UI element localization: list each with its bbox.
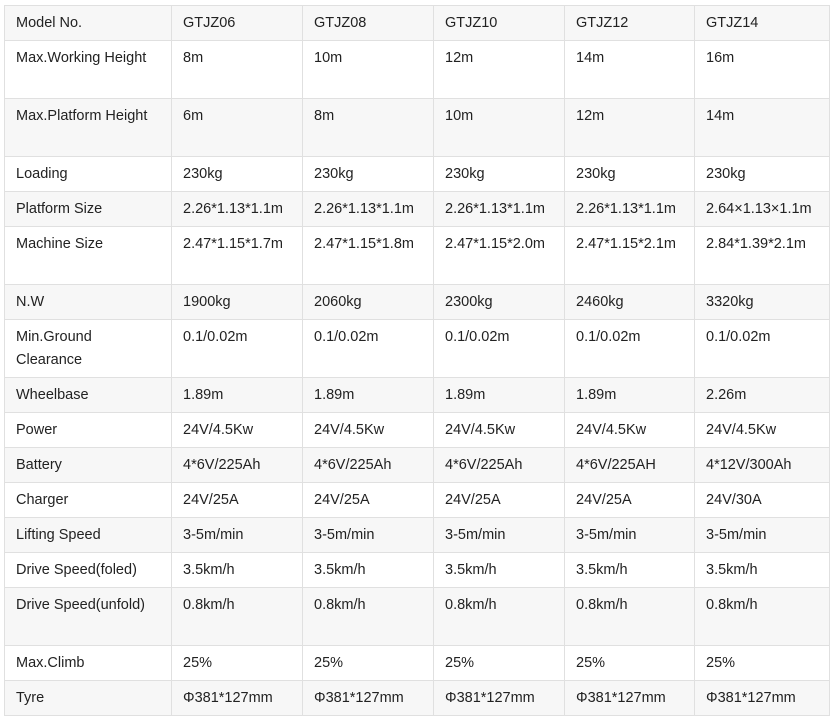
table-cell: 2.47*1.15*2.1m [565, 227, 695, 285]
table-cell: 24V/4.5Kw [303, 413, 434, 448]
table-cell: 14m [565, 41, 695, 99]
row-label: Loading [5, 157, 172, 192]
table-cell: 25% [303, 646, 434, 681]
table-row [5, 588, 830, 646]
table-cell: 25% [172, 646, 303, 681]
table-cell: 0.1/0.02m [303, 320, 434, 378]
table-row [5, 99, 830, 157]
table-cell: Φ381*127mm [434, 681, 565, 716]
table-row [5, 448, 830, 483]
table-row [5, 285, 830, 320]
table-cell: 3.5km/h [172, 553, 303, 588]
table-cell: 3.5km/h [434, 553, 565, 588]
row-label: Max.Working Height [5, 41, 172, 99]
table-cell: 3-5m/min [172, 518, 303, 553]
table-cell: 2.64×1.13×1.1m [695, 192, 830, 227]
table-cell: 0.8km/h [434, 588, 565, 646]
row-label: N.W [5, 285, 172, 320]
table-cell: 230kg [434, 157, 565, 192]
table-cell: 24V/30A [695, 483, 830, 518]
table-cell: 0.1/0.02m [695, 320, 830, 378]
row-label: Charger [5, 483, 172, 518]
row-label: Machine Size [5, 227, 172, 285]
table-cell: 4*6V/225Ah [172, 448, 303, 483]
table-cell: 0.1/0.02m [172, 320, 303, 378]
table-cell: Φ381*127mm [565, 681, 695, 716]
table-cell: 3.5km/h [695, 553, 830, 588]
table-cell: 24V/25A [303, 483, 434, 518]
table-cell: 3-5m/min [565, 518, 695, 553]
table-cell: 1900kg [172, 285, 303, 320]
table-cell: 2.47*1.15*2.0m [434, 227, 565, 285]
row-label: Platform Size [5, 192, 172, 227]
header-cell: GTJZ12 [565, 6, 695, 41]
header-cell: GTJZ08 [303, 6, 434, 41]
table-cell: 24V/25A [172, 483, 303, 518]
table-cell: 2.47*1.15*1.7m [172, 227, 303, 285]
table-row [5, 646, 830, 681]
table-cell: 0.8km/h [695, 588, 830, 646]
header-cell: GTJZ10 [434, 6, 565, 41]
table-cell: 4*6V/225AH [565, 448, 695, 483]
table-cell: 4*6V/225Ah [434, 448, 565, 483]
table-cell: 0.1/0.02m [434, 320, 565, 378]
header-cell: GTJZ06 [172, 6, 303, 41]
table-cell: 25% [434, 646, 565, 681]
row-label: Max.Climb [5, 646, 172, 681]
header-cell: GTJZ14 [695, 6, 830, 41]
row-label: Min.Ground Clearance [5, 320, 172, 378]
table-cell: 24V/4.5Kw [695, 413, 830, 448]
table-cell: 0.8km/h [172, 588, 303, 646]
table-cell: 2.26m [695, 378, 830, 413]
table-cell: 3-5m/min [303, 518, 434, 553]
table-cell: 0.1/0.02m [565, 320, 695, 378]
table-cell: 1.89m [172, 378, 303, 413]
table-row [5, 483, 830, 518]
table-cell: 1.89m [434, 378, 565, 413]
table-cell: 3-5m/min [695, 518, 830, 553]
table-cell: 2.26*1.13*1.1m [303, 192, 434, 227]
table-cell: 3-5m/min [434, 518, 565, 553]
table-cell: 2.26*1.13*1.1m [434, 192, 565, 227]
table-cell: 2.26*1.13*1.1m [565, 192, 695, 227]
table-cell: 8m [303, 99, 434, 157]
table-cell: 25% [695, 646, 830, 681]
table-row [5, 320, 830, 378]
table-row [5, 41, 830, 99]
spec-table [4, 5, 830, 716]
table-cell: Φ381*127mm [695, 681, 830, 716]
table-row [5, 413, 830, 448]
table-cell: 12m [565, 99, 695, 157]
table-cell: 24V/25A [434, 483, 565, 518]
table-cell: 230kg [303, 157, 434, 192]
table-cell: 230kg [565, 157, 695, 192]
table-cell: 16m [695, 41, 830, 99]
row-label: Drive Speed(foled) [5, 553, 172, 588]
table-row [5, 227, 830, 285]
table-cell: 0.8km/h [303, 588, 434, 646]
table-cell: 4*6V/225Ah [303, 448, 434, 483]
table-cell: 2.26*1.13*1.1m [172, 192, 303, 227]
spec-table-body [5, 6, 830, 716]
row-label: Lifting Speed [5, 518, 172, 553]
table-cell: Φ381*127mm [303, 681, 434, 716]
row-label: Max.Platform Height [5, 99, 172, 157]
table-cell: 230kg [172, 157, 303, 192]
table-header-row [5, 6, 830, 41]
table-cell: 24V/4.5Kw [565, 413, 695, 448]
row-label: Wheelbase [5, 378, 172, 413]
table-cell: 2300kg [434, 285, 565, 320]
table-cell: 3320kg [695, 285, 830, 320]
table-row [5, 192, 830, 227]
header-cell: Model No. [5, 6, 172, 41]
table-cell: 24V/25A [565, 483, 695, 518]
table-cell: 10m [303, 41, 434, 99]
table-cell: 0.8km/h [565, 588, 695, 646]
table-cell: 6m [172, 99, 303, 157]
table-cell: 3.5km/h [303, 553, 434, 588]
table-cell: 3.5km/h [565, 553, 695, 588]
table-cell: 25% [565, 646, 695, 681]
table-row [5, 553, 830, 588]
table-cell: 2.47*1.15*1.8m [303, 227, 434, 285]
table-cell: 2060kg [303, 285, 434, 320]
row-label: Tyre [5, 681, 172, 716]
table-cell: 14m [695, 99, 830, 157]
table-cell: 1.89m [303, 378, 434, 413]
table-cell: 12m [434, 41, 565, 99]
table-row [5, 681, 830, 716]
table-row [5, 518, 830, 553]
table-cell: 2460kg [565, 285, 695, 320]
table-row [5, 157, 830, 192]
row-label: Battery [5, 448, 172, 483]
table-row [5, 378, 830, 413]
row-label: Power [5, 413, 172, 448]
table-cell: 8m [172, 41, 303, 99]
table-cell: 24V/4.5Kw [172, 413, 303, 448]
table-cell: 10m [434, 99, 565, 157]
table-cell: Φ381*127mm [172, 681, 303, 716]
table-cell: 1.89m [565, 378, 695, 413]
row-label: Drive Speed(unfold) [5, 588, 172, 646]
table-cell: 2.84*1.39*2.1m [695, 227, 830, 285]
table-cell: 4*12V/300Ah [695, 448, 830, 483]
table-cell: 230kg [695, 157, 830, 192]
table-cell: 24V/4.5Kw [434, 413, 565, 448]
